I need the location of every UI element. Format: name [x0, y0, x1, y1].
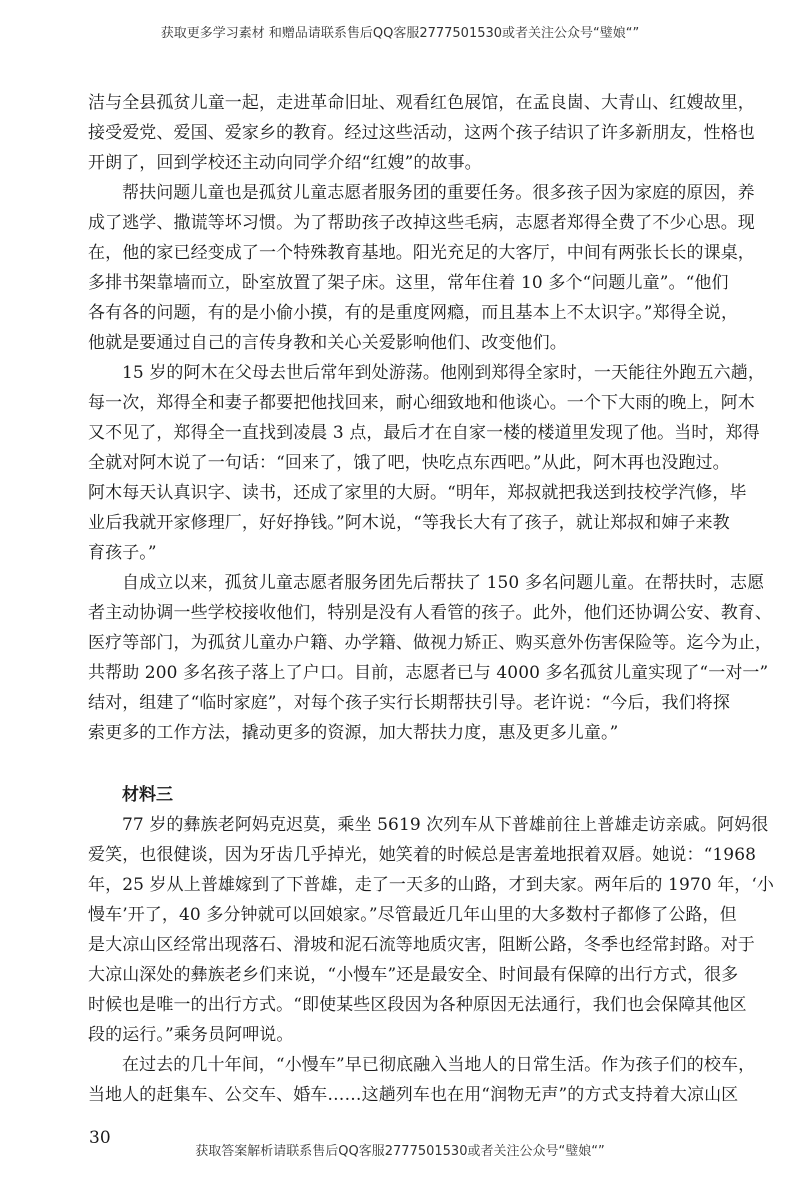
text-line: 成了逃学、撒谎等坏习惯。为了帮助孩子改掉这些毛病，志愿者郑得全费了不少心思。现 — [88, 213, 755, 233]
text-line: 共帮助 200 多名孩子落上了户口。目前，志愿者已与 4000 多名孤贫儿童实现了“一对一” — [88, 663, 769, 683]
text-line: 当地人的赶集车、公交车、婚车……这趟列车也在用“润物无声”的方式支持着大凉山区 — [88, 1085, 739, 1105]
text-line: 慢车’开了，40 多分钟就可以回娘家。”尽管最近几年山里的大多数村子都修了公路，但 — [88, 905, 737, 925]
page-footer: 获取答案解析请联系售后QQ客服2777501530或者关注公众号“璧娘“” — [195, 1144, 605, 1159]
text-line: 结对，组建了“临时家庭”，对每个孩子实行长期帮扶引导。老许说：“今后，我们将探 — [88, 693, 730, 713]
text-line: 者主动协调一些学校接收他们，特别是没有人看管的孩子。此外，他们还协调公安、教育、 — [88, 603, 772, 623]
text-line: 全就对阿木说了一句话：“回来了，饿了吧，快吃点东西吧。”从此，阿木再也没跑过。 — [88, 453, 730, 473]
text-line: 在，他的家已经变成了一个特殊教育基地。阳光充足的大客厅，中间有两张长长的课桌， — [88, 243, 755, 263]
text-line: 时候也是唯一的出行方式。“即使某些区段因为各种原因无法通行，我们也会保障其他区 — [88, 995, 747, 1015]
text-line: 索更多的工作方法，撬动更多的资源，加大帮扶力度，惠及更多儿童。” — [88, 723, 619, 743]
text-line: 育孩子。” — [88, 543, 157, 563]
text-line: 开朗了，回到学校还主动向同学介绍“红嫂”的故事。 — [88, 153, 482, 173]
text-line: 医疗等部门，为孤贫儿童办户籍、办学籍、做视力矫正、购买意外伤害保险等。迄今为止， — [88, 633, 772, 653]
text-line: 是大凉山区经常出现落石、滑坡和泥石流等地质灾害，阻断公路，冬季也经常封路。对于 — [88, 935, 755, 955]
text-line: 自成立以来，孤贫儿童志愿者服务团先后帮扶了 150 多名问题儿童。在帮扶时，志愿 — [122, 573, 765, 593]
body-text — [88, 88, 778, 1110]
text-line: 在过去的几十年间，“小慢车”早已彻底融入当地人的日常生活。作为孩子们的校车， — [122, 1055, 756, 1075]
section-title: 材料三 — [122, 785, 173, 805]
paragraph-block-1 — [88, 88, 778, 748]
section-spacer — [88, 748, 778, 780]
text-line: 爱笑，也很健谈，因为牙齿几乎掉光，她笑着的时候总是害羞地抿着双唇。她说：“1968 — [88, 845, 757, 865]
text-line: 段的运行。”乘务员阿呷说。 — [88, 1025, 294, 1045]
text-line: 业后我就开家修理厂，好好挣钱。”阿木说，“等我长大有了孩子，就让郑叔和婶子来教 — [88, 513, 730, 533]
text-line: 接受爱党、爱国、爱家乡的教育。经过这些活动，这两个孩子结识了许多新朋友，性格也 — [88, 123, 755, 143]
text-line: 每一次，郑得全和妻子都要把他找回来，耐心细致地和他谈心。一个下大雨的晚上，阿木 — [88, 393, 755, 413]
text-line: 又不见了，郑得全一直找到凌晨 3 点，最后才在自家一楼的楼道里发现了他。当时，郑得 — [88, 423, 760, 443]
text-line: 15 岁的阿木在父母去世后常年到处游荡。他刚到郑得全家时，一天能往外跑五六趟， — [122, 363, 765, 383]
text-line: 年，25 岁从上普雄嫁到了下普雄，走了一天多的山路，才到夫家。两年后的 1970 年，‘小 — [88, 875, 775, 895]
text-line: 77 岁的彝族老阿妈克迟莫，乘坐 5619 次列车从下普雄前往上普雄走访亲戚。阿妈很 — [122, 815, 769, 835]
text-line: 帮扶问题儿童也是孤贫儿童志愿者服务团的重要任务。很多孩子因为家庭的原因，养 — [122, 183, 755, 203]
text-line: 洁与全县孤贫儿童一起，走进革命旧址、观看红色展馆，在孟良崮、大青山、红嫂故里， — [88, 93, 755, 113]
page-header: 获取更多学习素材 和赠品请联系售后QQ客服2777501530或者关注公众号“璧娘“” — [160, 26, 640, 41]
text-line: 多排书架靠墙而立，卧室放置了架子床。这里，常年住着 10 多个“问题儿童”。“他们 — [88, 273, 729, 293]
text-line: 他就是要通过自己的言传身教和关心关爱影响他们、改变他们。 — [88, 333, 567, 353]
page-number: 30 — [89, 1128, 111, 1148]
text-line: 阿木每天认真识字、读书，还成了家里的大厨。“明年，郑叔就把我送到技校学汽修，毕 — [88, 483, 747, 503]
paragraph-block-2 — [88, 810, 778, 1110]
text-line: 各有各的问题，有的是小偷小摸，有的是重度网瘾，而且基本上不太识字。”郑得全说， — [88, 303, 739, 323]
text-line: 大凉山深处的彝族老乡们来说，“小慢车”还是最安全、时间最有保障的出行方式，很多 — [88, 965, 739, 985]
